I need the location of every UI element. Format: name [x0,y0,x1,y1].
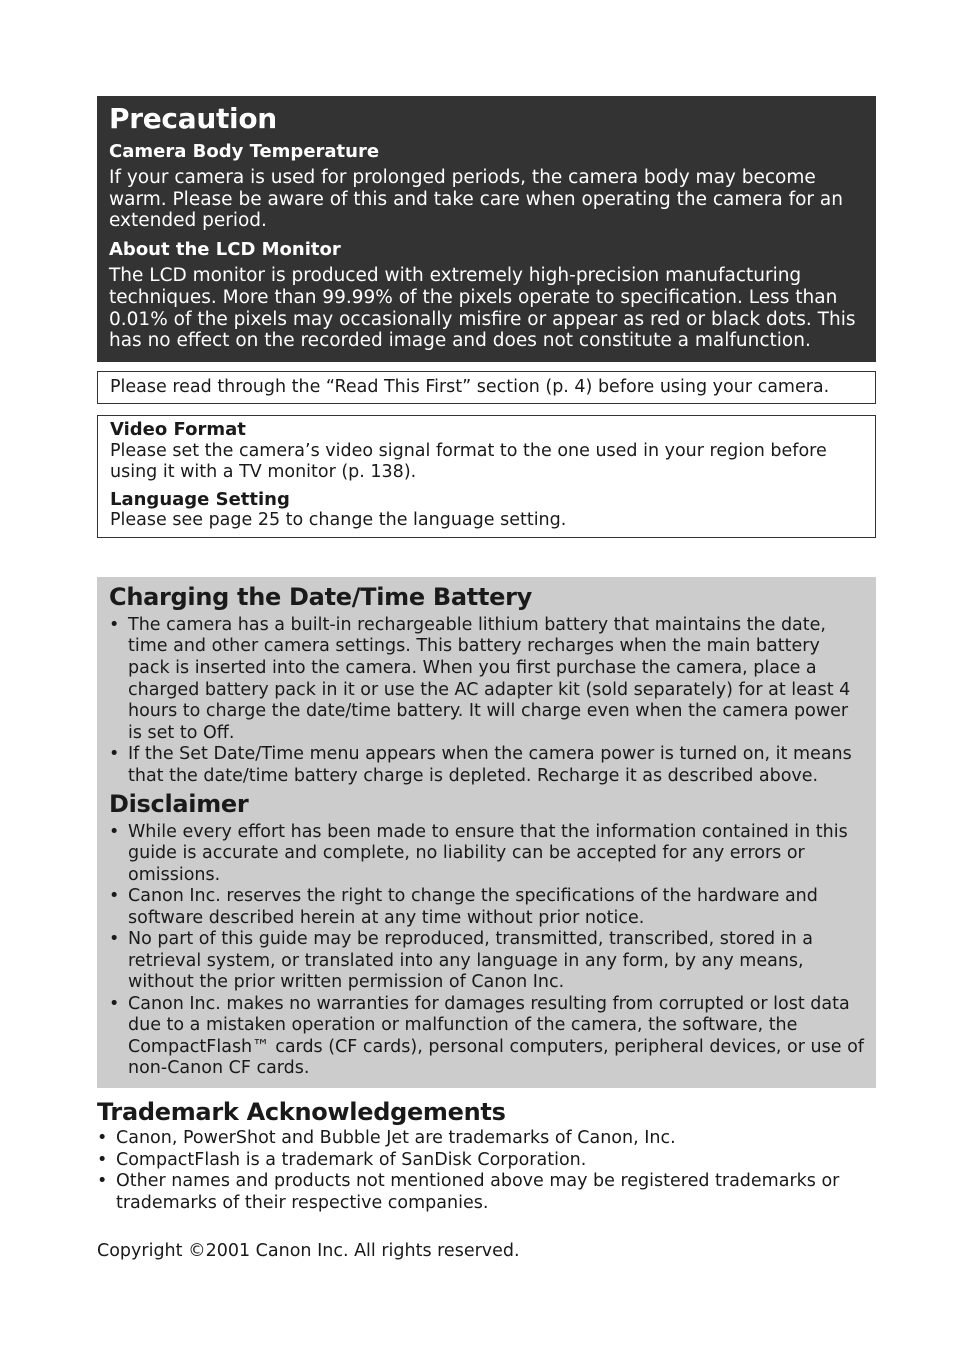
read-this-first-note: Please read through the “Read This First” section (p. 4) before using your camera. [97,371,876,404]
list-item: • No part of this guide may be reproduced, transmitted, transcribed, stored in a retrieval system, or translated into any language in any form, by any means, without the prior written permission of Canon Inc. [109,929,864,994]
lcd-monitor-heading: About the LCD Monitor [109,239,341,261]
battery-title: Charging the Date/Time Battery [109,583,533,612]
list-item: • While every effort has been made to ensure that the information contained in this guide is accurate and complete, no liability can be accepted for any errors or omissions. [109,822,864,887]
copyright-notice: Copyright ©2001 Canon Inc. All rights reserved. [97,1241,520,1261]
list-item: • If the Set Date/Time menu appears when the camera power is turned on, it means that the date/time battery charge is depleted. Recharge it as described above. [109,744,864,787]
battery-disclaimer-box [97,577,876,1088]
trademark-section [97,1099,876,1215]
video-format-heading: Video Format [110,419,246,441]
list-item: • Canon Inc. makes no warranties for damages resulting from corrupted or lost data due to a mistaken operation or malfunction of the camera, the software, the CompactFlash™ cards (CF cards), personal computers, peripheral devices, or use of non-Canon CF cards. [109,994,864,1080]
list-item: • CompactFlash is a trademark of SanDisk Corporation. [97,1150,876,1172]
list-item: • Other names and products not mentioned above may be registered trademarks or trademarks of their respective companies. [97,1171,876,1214]
language-setting-heading: Language Setting [110,488,290,510]
language-setting-text: Please see page 25 to change the language setting. [110,510,567,531]
video-format-text: Please set the camera’s video signal format to the one used in your region before using it with a TV monitor (p. 138). [110,440,827,482]
list-item: • Canon Inc. reserves the right to change the specifications of the hardware and software described herein at any time without prior notice. [109,886,864,929]
camera-body-temperature-heading: Camera Body Temperature [109,141,380,163]
trademark-title: Trademark Acknowledgements [97,1097,506,1126]
list-item: • The camera has a built-in rechargeable lithium battery that maintains the date, time and other camera settings. This battery recharges when the main battery pack is inserted into the camera. When you first purchase the camera, place a charged battery pack in it or use the AC adapter kit (sold separately) for at least 4 hours to charge the date/time battery. It will charge even when the camera power is set to Off. [109,615,864,744]
document-page [97,96,876,1215]
list-item: • Canon, PowerShot and Bubble Jet are trademarks of Canon, Inc. [97,1128,876,1150]
lcd-monitor-text: The LCD monitor is produced with extremely high-precision manufacturing techniques. More than 99.99% of the pixels operate to specification. Less than 0.01% of the pixels may occasionally misfire or appear as red or black dots. This has no effect on the recorded image and does not constitute a malfunction. [109,264,856,352]
battery-list [109,615,864,787]
disclaimer-title: Disclaimer [109,790,249,819]
precaution-box [97,96,876,362]
disclaimer-list [109,822,864,1080]
trademark-list [97,1128,876,1214]
camera-body-temperature-text: If your camera is used for prolonged periods, the camera body may become warm. Please be aware of this and take care when operating the camera for an extended period. [109,166,843,232]
precaution-title: Precaution [109,102,277,135]
settings-info-box [97,415,876,538]
